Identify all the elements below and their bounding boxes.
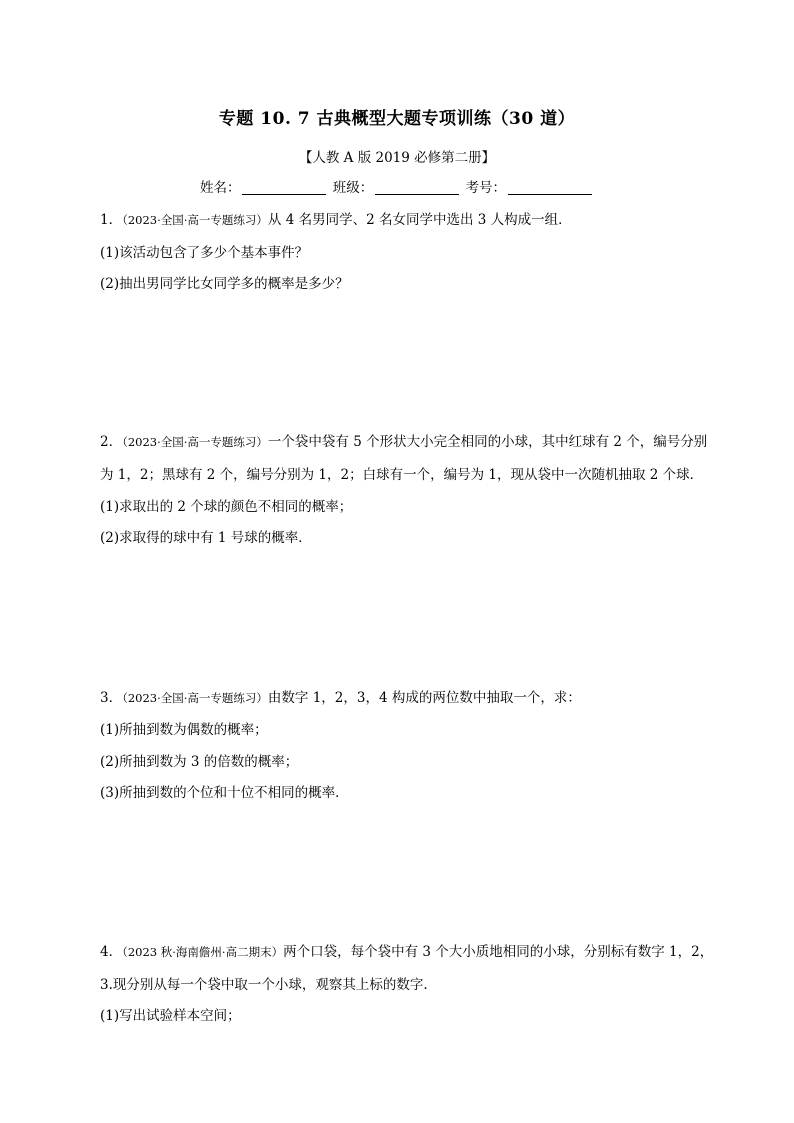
- question-number: 1．: [100, 212, 123, 228]
- question-text: 由数字 1，2，3，4 构成的两位数中抽取一个，求：: [267, 690, 581, 706]
- name-blank[interactable]: [242, 180, 326, 195]
- question-source: （2023·全国·高一专题练习）: [122, 213, 268, 227]
- question-number: 4．: [100, 944, 123, 960]
- question-text: 两个口袋，每个袋中有 3 个大小质地相同的小球，分别标有数字 1，2，: [283, 944, 714, 960]
- question-text: 一个袋中袋有 5 个形状大小完全相同的小球，其中红球有 2 个，编号分别: [267, 434, 708, 450]
- question-1-stem: [100, 208, 720, 228]
- question-4-stem-cont: 3.现分别从每一个袋中取一个小球，观察其上标的数字.: [100, 977, 428, 993]
- question-source: （2023·全国·高一专题练习）: [122, 691, 268, 705]
- question-4-stem: [100, 940, 720, 960]
- exam-no-blank[interactable]: [508, 180, 592, 195]
- name-label: 姓名：: [199, 180, 241, 196]
- question-source: （2023·全国·高一专题练习）: [122, 435, 268, 449]
- question-2-part-2: (2)求取得的球中有 1 号球的概率．: [100, 530, 312, 546]
- question-3-part-2: (2)所抽到数为 3 的倍数的概率；: [100, 754, 299, 770]
- question-1-part-2: (2)抽出男同学比女同学多的概率是多少？: [100, 276, 349, 292]
- question-1-part-1: (1)该活动包含了多少个基本事件？: [100, 245, 309, 261]
- question-3-stem: [100, 686, 720, 706]
- question-source: （2023 秋·海南儋州·高二期末）: [122, 945, 284, 959]
- page-title: 专题 10. 7 古典概型大题专项训练（30 道）: [218, 109, 576, 129]
- question-2-stem-cont: 为 1，2；黑球有 2 个，编号分别为 1，2；白球有一个，编号为 1，现从袋中一次随机抽取 2 个球．: [100, 467, 704, 483]
- question-number: 2．: [100, 434, 123, 450]
- question-2-stem: [100, 430, 720, 450]
- question-2-part-1: (1)求取出的 2 个球的颜色不相同的概率；: [100, 499, 353, 515]
- exam-no-label: 考号：: [465, 180, 507, 196]
- question-4-part-1: (1)写出试验样本空间；: [100, 1008, 241, 1024]
- student-info-line: [0, 176, 794, 196]
- class-label: 班级：: [332, 180, 374, 196]
- class-blank[interactable]: [375, 180, 459, 195]
- question-text: 从 4 名男同学、2 名女同学中选出 3 人构成一组．: [267, 212, 572, 228]
- question-3-part-3: (3)所抽到数的个位和十位不相同的概率．: [100, 785, 349, 801]
- question-number: 3．: [100, 690, 123, 706]
- page-subtitle: 【人教 A 版 2019 必修第二册】: [298, 150, 496, 166]
- question-3-part-1: (1)所抽到数为偶数的概率；: [100, 722, 268, 738]
